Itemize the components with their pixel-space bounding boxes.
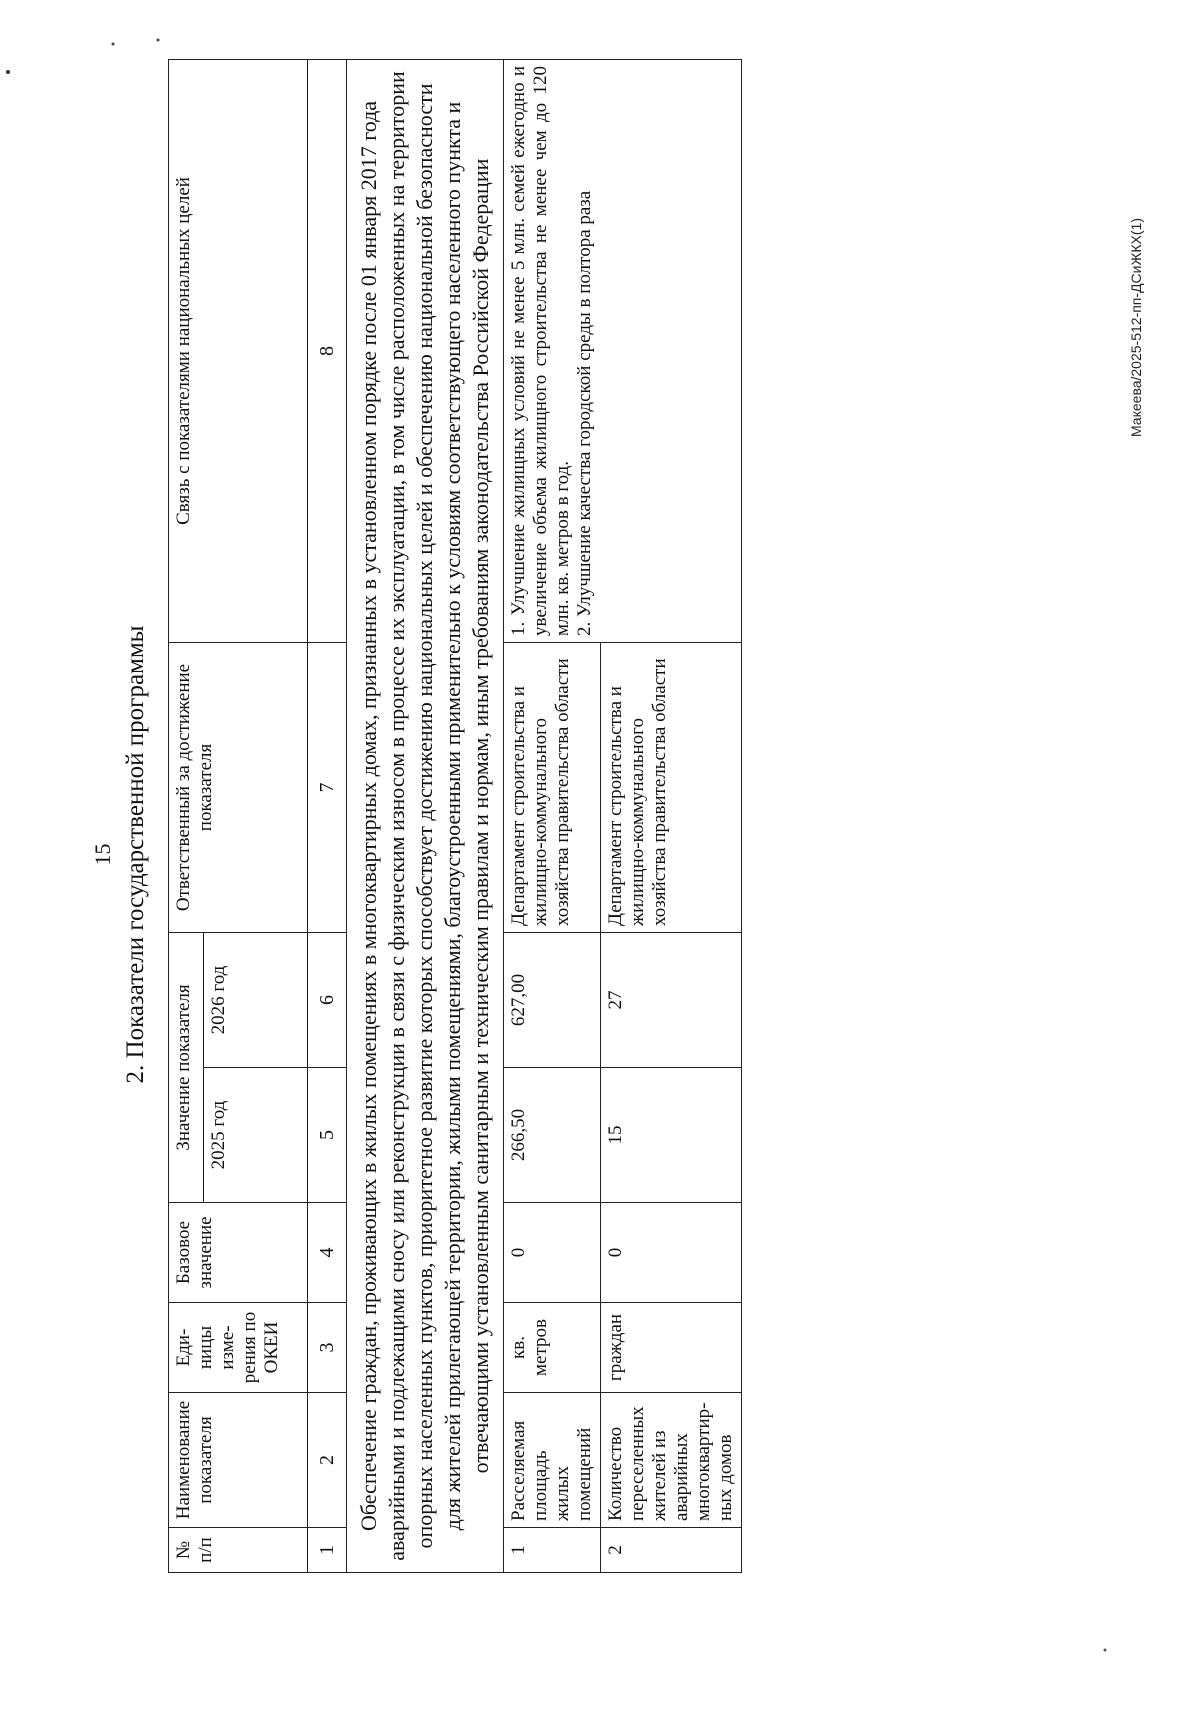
header-col-name: Наименование показателя [169, 1393, 308, 1528]
national-goals-cell [504, 59, 742, 642]
goal-row [347, 59, 504, 1572]
national-goal-2: 2. Улучшение качества городской среды в полтора раза [574, 190, 595, 636]
column-number-row [308, 59, 347, 1572]
row-unit: кв. метров [504, 1303, 601, 1393]
header-col-2025: 2025 год [204, 1068, 308, 1203]
row-2025: 266,50 [504, 1068, 601, 1203]
column-number: 6 [308, 932, 347, 1067]
header-col-responsible: Ответственный за достижение показателя [169, 642, 308, 932]
header-col-2026: 2026 год [204, 932, 308, 1067]
row-responsible: Департамент строительства и жилищно-коммунального хозяйства правительства области [601, 642, 742, 932]
national-goal-1: 1. Улучшение жилищных условий не менее 5 млн. семей ежегодно и увеличение объема жилищного строительства не менее чем до 120 млн. кв. метров в год. [508, 65, 573, 636]
column-number: 5 [308, 1068, 347, 1203]
row-num: 2 [601, 1528, 742, 1573]
row-base: 0 [601, 1203, 742, 1303]
column-number: 7 [308, 642, 347, 932]
header-col-num: № п/п [169, 1528, 308, 1573]
row-unit: граждан [601, 1303, 742, 1393]
column-number: 2 [308, 1393, 347, 1528]
row-2025: 15 [601, 1068, 742, 1203]
row-name: Расселяемая площадь жилых помещений [504, 1393, 601, 1528]
header-row [169, 59, 204, 1572]
page-number: 15 [90, 843, 115, 866]
page-title: 2. Показатели государственной программы [122, 625, 149, 1084]
row-base: 0 [504, 1203, 601, 1303]
header-values-group: Значение показателя [169, 932, 204, 1202]
row-2026: 627,00 [504, 932, 601, 1067]
row-responsible: Департамент строительства и жилищно-коммунального хозяйства правительства области [504, 642, 601, 932]
row-name: Количество переселенных жителей из аварийных многоквартир-ных домов [601, 1393, 742, 1528]
column-number: 3 [308, 1303, 347, 1393]
row-num: 1 [504, 1528, 601, 1573]
header-col-base: Базовое значение [169, 1203, 308, 1303]
document-stamp: Макеева/2025-512-пп-ДСиЖКХ(1) [1128, 218, 1144, 438]
header-col-unit: Еди-ницы изме-рения по ОКЕИ [169, 1303, 308, 1393]
indicators-table [168, 59, 742, 1573]
header-col-national-goals: Связь с показателями национальных целей [169, 59, 308, 642]
table-row [504, 59, 601, 1572]
column-number: 8 [308, 59, 347, 642]
goal-text: Обеспечение граждан, проживающих в жилых помещениях в многоквартирных домах, признанных в установленном порядке после 01 января 2017 года аварийными и подлежащими сносу или реконструкции в связи с физическим износом в процессе их эксплуатации, в том числе расположенных на территории опорных населенных пунктов, приоритетное развитие которых способствует достижению национальных целей и обеспечению национальной безопасности для жителей прилегающей территории, жилыми помещениями, благоустроенными применительно к условиям соответствующего населенного пункта и отвечающими установленным санитарным и техническим правилам и нормам, иным требованиям законодательства Российской Федерации [347, 59, 504, 1572]
column-number: 4 [308, 1203, 347, 1303]
row-2026: 27 [601, 932, 742, 1067]
column-number: 1 [308, 1528, 347, 1573]
